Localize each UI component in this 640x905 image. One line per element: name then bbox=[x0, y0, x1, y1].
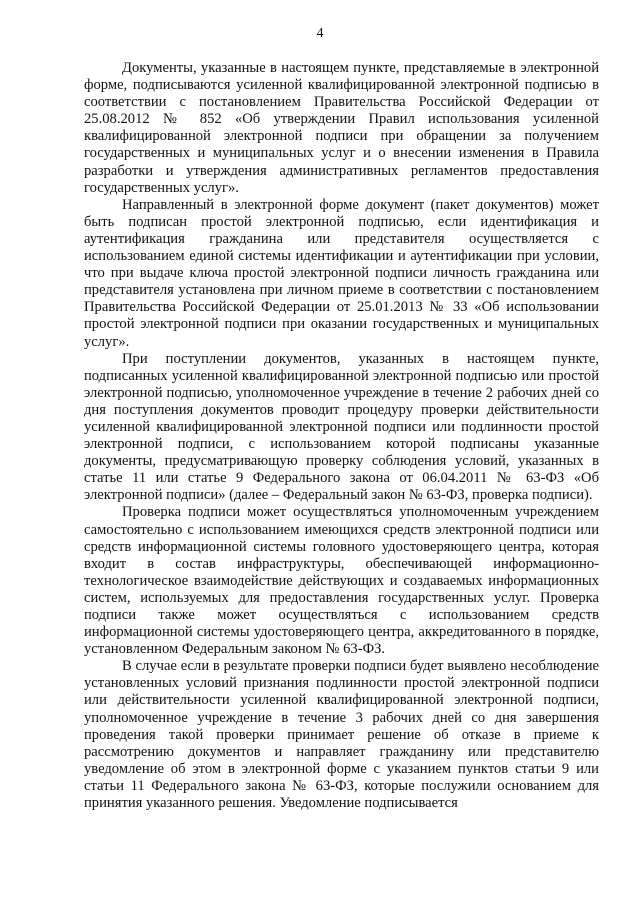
paragraph-refusal-notice: В случае если в результате проверки подписи будет выявлено несоблюдение установленных условий признания подлинности простой электронной подписи или действительности усиленной квалифицированной электронной подписи, уполномоченное учреждение в течение 3 рабочих дней со дня завершения проведения такой проверки принимает решение об отказе в приеме к рассмотрению документов и направляет гражданину или представителю уведомление об этом в электронной форме с указанием пунктов статьи 9 или статьи 11 Федерального закона № 63-ФЗ, которые послужили основанием для принятия указанного решения. Уведомление подписывается bbox=[84, 658, 599, 812]
paragraph-signature-requirements: Документы, указанные в настоящем пункте, представляемые в электронной форме, подписываются усиленной квалифицированной электронной подписью в соответствии с постановлением Правительства Российской Федерации от 25.08.2012 № 852 «Об утверждении Правил использования усиленной квалифицированной электронной подписи при обращении за получением государственных и муниципальных услуг и о внесении изменения в Правила разработки и утверждения административных регламентов предоставления государственных услуг». bbox=[84, 60, 599, 196]
paragraph-simple-signature: Направленный в электронной форме документ (пакет документов) может быть подписан простой электронной подписью, если идентификация и аутентификация гражданина или представителя осуществляется с использованием единой системы идентификации и аутентификации при условии, что при выдаче ключа простой электронной подписи личность гражданина или представителя установлена при личном приеме в соответствии с постановлением Правительства Российской Федерации от 25.01.2013 № 33 «Об использовании простой электронной подписи при оказании государственных и муниципальных услуг». bbox=[84, 196, 599, 350]
document-body bbox=[84, 60, 599, 812]
paragraph-verification-means: Проверка подписи может осуществляться уполномоченным учреждением самостоятельно с использованием имеющихся средств электронной подписи или средств информационной системы головного удостоверяющего центра, которая входит в состав инфраструктуры, обеспечивающей информационно-технологическое взаимодействие действующих и создаваемых информационных систем, используемых для предоставления государственных услуг. Проверка подписи также может осуществляться с использованием средств информационной системы удостоверяющего центра, аккредитованного в порядке, установленном Федеральным законом № 63-ФЗ. bbox=[84, 504, 599, 658]
page-number: 4 bbox=[316, 26, 324, 41]
paragraph-signature-verification: При поступлении документов, указанных в настоящем пункте, подписанных усиленной квалифицированной электронной подписью или простой электронной подписью, уполномоченное учреждение в течение 2 рабочих дней со дня поступления документов проводит процедуру проверки действительности усиленной квалифицированной электронной подписи или подлинности простой электронной подписи, с использованием которой подписаны указанные документы, предусматривающую проверку соблюдения условий, указанных в статье 11 или статье 9 Федерального закона от 06.04.2011 № 63-ФЗ «Об электронной подписи» (далее – Федеральный закон № 63-ФЗ, проверка подписи). bbox=[84, 350, 599, 504]
